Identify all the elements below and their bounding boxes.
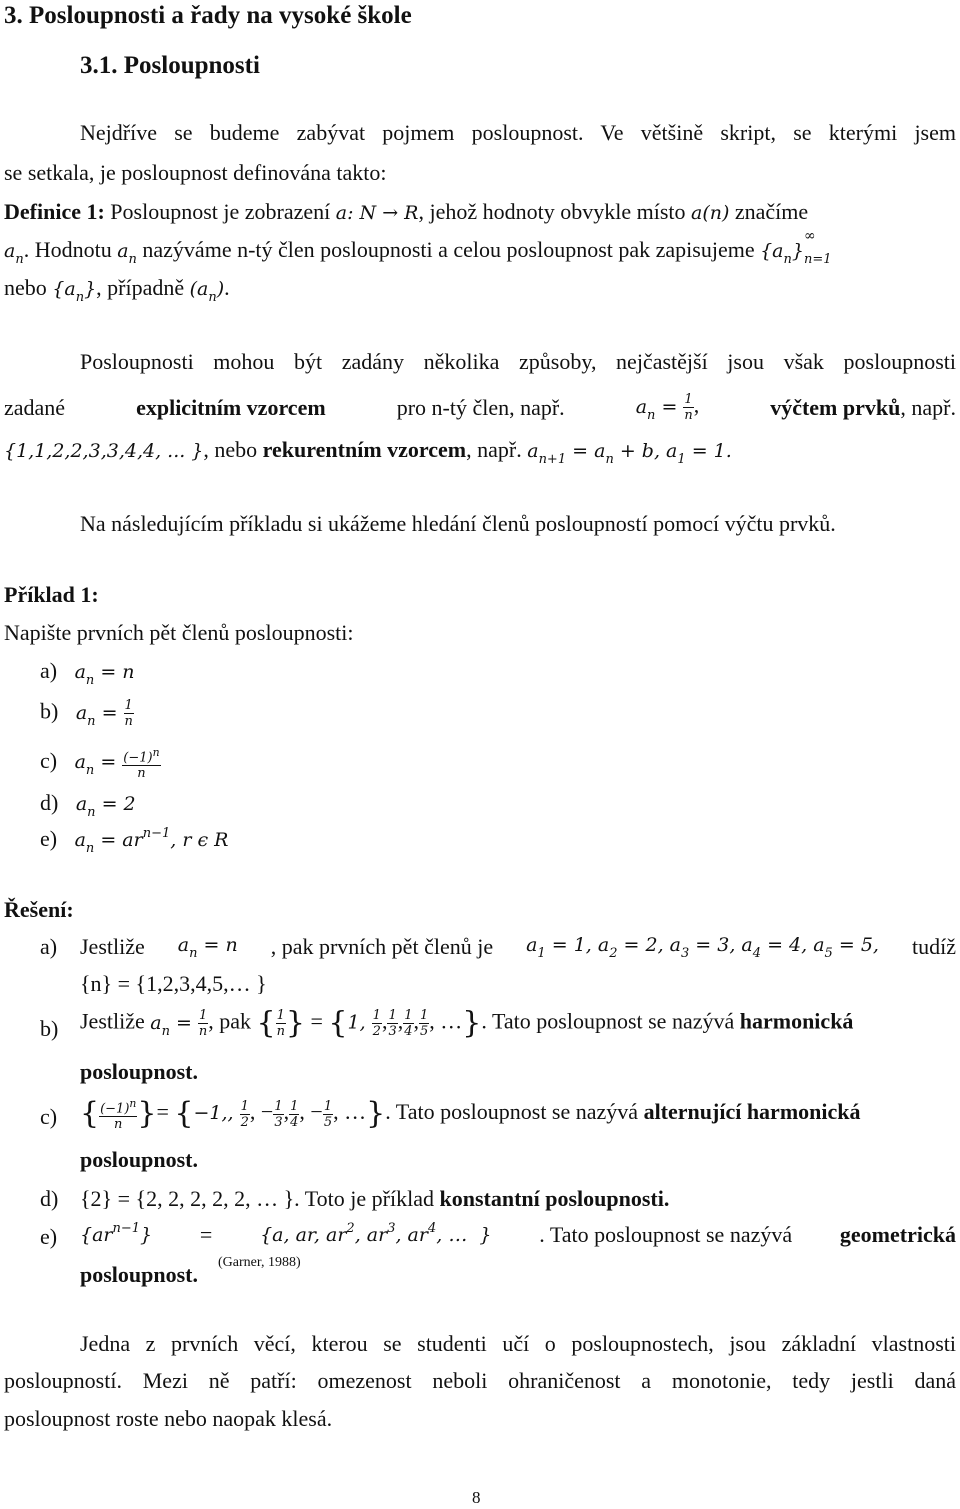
math-an-2: $a_n$ xyxy=(117,240,137,267)
ways-napr2: , např. xyxy=(466,437,522,462)
definition-text-2: , jehož hodnoty obvykle místo xyxy=(418,199,686,224)
solution-label: Řešení: xyxy=(4,897,74,922)
solution-a-line: Jestliže $a_n = n$ , pak prvních pět členů je $a_1 = 1$, $a_2 = 2$, $a_3 = 3$, $a_4 = 4$, $a_5 = 5$, tudíž xyxy=(80,934,956,961)
solution-e-letter: e) xyxy=(40,1224,58,1249)
math-map: a: N → R xyxy=(335,202,419,224)
intro-line-1: Nejdříve se budeme zabývat pojmem posloupnost. Ve většině skript, se kterými jsem xyxy=(80,120,956,145)
item-letter: b) xyxy=(40,698,59,724)
math-paren-an: $(a_n)$ xyxy=(189,278,225,305)
definition-text-1: Posloupnost je zobrazení xyxy=(110,199,331,224)
example-label: Příklad 1: xyxy=(4,582,99,607)
item-letter: d) xyxy=(40,790,59,815)
intro-line-5: nebo $\{a_n\}$, případně $(a_n)$. xyxy=(4,275,230,305)
line5-pripadne: , případně xyxy=(96,275,185,300)
solution-e-bold2: posloupnost. xyxy=(80,1262,199,1287)
math-seq-notation: $\{a_n\}$ ∞ $_{n=1}$ xyxy=(760,228,832,267)
page-number: 8 xyxy=(472,1488,481,1507)
line5-nebo: nebo xyxy=(4,275,47,300)
math-set-an: $\{a_n\}$ xyxy=(52,278,97,305)
ways-line-3 xyxy=(4,437,732,467)
ways-vyctem: výčtem prvků xyxy=(770,394,901,420)
intro-line-2: se setkala, je posloupnost definována takto: xyxy=(4,160,387,185)
sol-d-bold: konstantní posloupnosti. xyxy=(439,1186,670,1211)
sol-a-text2: , pak prvních pět členů je xyxy=(270,934,494,959)
line4-text: . Hodnotu xyxy=(23,237,112,262)
example-item-c: c) $a_n$ = $\frac{(-1)^n}{n}$ xyxy=(40,746,160,782)
section-heading: 3.1. Posloupnosti xyxy=(80,52,260,79)
ways-rekurent: rekurentním vzorcem xyxy=(262,437,467,462)
solution-c-letter: c) xyxy=(40,1104,58,1129)
item-letter: a) xyxy=(40,658,58,683)
solution-d-line xyxy=(80,1186,669,1212)
solution-b-letter: b) xyxy=(40,1016,59,1041)
sol-a-text1: Jestliže xyxy=(80,934,145,959)
solution-d-letter: d) xyxy=(40,1186,59,1211)
example-item-e: e) $a_n = ar^{n-1}$, r ϵ R xyxy=(40,826,229,856)
solution-c-line: { $\frac{(-1)^n}{n}$ }= {−1,, $\frac{1}{2}$ , − $\frac{1}{3}$ , $\frac{1}{4}$ , − $\frac{1}{5}$ , …}. Tato posloupnost se nazývá alternující harmonická xyxy=(80,1096,861,1133)
ways-line-1: Posloupnosti mohou být zadány několika způsoby, nejčastější jsou však posloupnosti xyxy=(80,349,956,374)
next-line: Na následujícím příkladu si ukážeme hledání členů posloupností pomocí výčtu prvků. xyxy=(80,511,836,536)
closing-line-2: posloupností. Mezi ně patří: omezenost neboli ohraničenost a monotonie, tedy jestli daná xyxy=(4,1368,956,1393)
closing-line-1: Jedna z prvních věcí, kterou se studenti učí o posloupnostech, jsou základní vlastnosti xyxy=(80,1331,956,1356)
sol-b-text3: . Tato posloupnost se nazývá xyxy=(481,1008,735,1034)
citation: (Garner, 1988) xyxy=(218,1255,301,1270)
sol-b-text2: , pak xyxy=(208,1008,252,1034)
sol-a-text3: tudíž xyxy=(911,934,956,959)
example-prompt: Napište prvních pět členů posloupnosti: xyxy=(4,620,354,645)
chapter-heading: 3. Posloupnosti a řady na vysoké škole xyxy=(4,2,412,29)
definition-line xyxy=(4,199,808,225)
math-explicit-example: $a_n$ = $\frac{1}{n}$ , xyxy=(635,392,700,423)
item-letter: e) xyxy=(40,826,58,851)
solution-e-line: $\{ar^{n-1}\}$ = {a, ar, $ar^2$, $ar^3$, $ar^4$, … } . Tato posloupnost se nazývá geometrická xyxy=(80,1221,956,1247)
ways-explicit: explicitním vzorcem xyxy=(136,394,326,420)
sol-c-text: . Tato posloupnost se nazývá xyxy=(385,1099,639,1125)
item-letter: c) xyxy=(40,748,58,774)
ways-napr: , např. xyxy=(900,394,956,420)
example-item-d: d) $a_n = 2$ xyxy=(40,790,136,820)
ways-nebo: , nebo xyxy=(203,437,258,462)
math-an: $a_n$ xyxy=(4,240,24,267)
math-a-of-n: a(n) xyxy=(691,202,730,224)
definition-label: Definice 1: xyxy=(4,199,105,224)
solution-a-set: {n} = {1,2,3,4,5,… } xyxy=(80,971,267,996)
intro-line-4 xyxy=(4,228,832,267)
example-item-a: a) $a_n = n$ xyxy=(40,658,135,688)
math-recurrence: $a_{n+1} = a_n + b$, $a_1 = 1$. xyxy=(527,440,732,467)
sol-d-text: {2} = {2, 2, 2, 2, 2, … }. Toto je příklad xyxy=(80,1186,434,1211)
example-item-b: b) $a_n$ = $\frac{1}{n}$ xyxy=(40,698,133,729)
sol-e-text: . Tato posloupnost se nazývá xyxy=(539,1222,793,1247)
math-enumeration: {1,1,2,2,3,3,4,4, ... } xyxy=(4,440,204,462)
sol-b-text1: Jestliže xyxy=(80,1008,145,1034)
solution-a-letter: a) xyxy=(40,934,58,959)
solution-b-line: Jestliže $a_n$ = $\frac{1}{n}$ , pak { $\frac{1}{n}$ } = {1, $\frac{1}{2}$ , $\frac{1}{3}$ , $\frac{1}{4}$ , $\frac{1}{5}$ , …}. Tato posloupnost se nazývá harmonická xyxy=(80,1005,854,1041)
solution-c-bold2: posloupnost. xyxy=(80,1147,199,1172)
sol-e-bold: geometrická xyxy=(839,1222,956,1247)
line4-text-2: nazýváme n-tý člen posloupnosti a celou posloupnost pak zapisujeme xyxy=(142,237,755,262)
ways-zadane: zadané xyxy=(4,394,66,420)
definition-text-3: značíme xyxy=(734,199,809,224)
closing-line-3: posloupnost roste nebo naopak klesá. xyxy=(4,1406,333,1431)
ways-line-2 xyxy=(4,392,956,423)
sol-b-bold: harmonická xyxy=(739,1008,854,1034)
sol-c-bold: alternující harmonická xyxy=(643,1099,861,1125)
ways-pro: pro n-tý člen, např. xyxy=(396,394,565,420)
solution-b-bold2: posloupnost. xyxy=(80,1059,199,1084)
